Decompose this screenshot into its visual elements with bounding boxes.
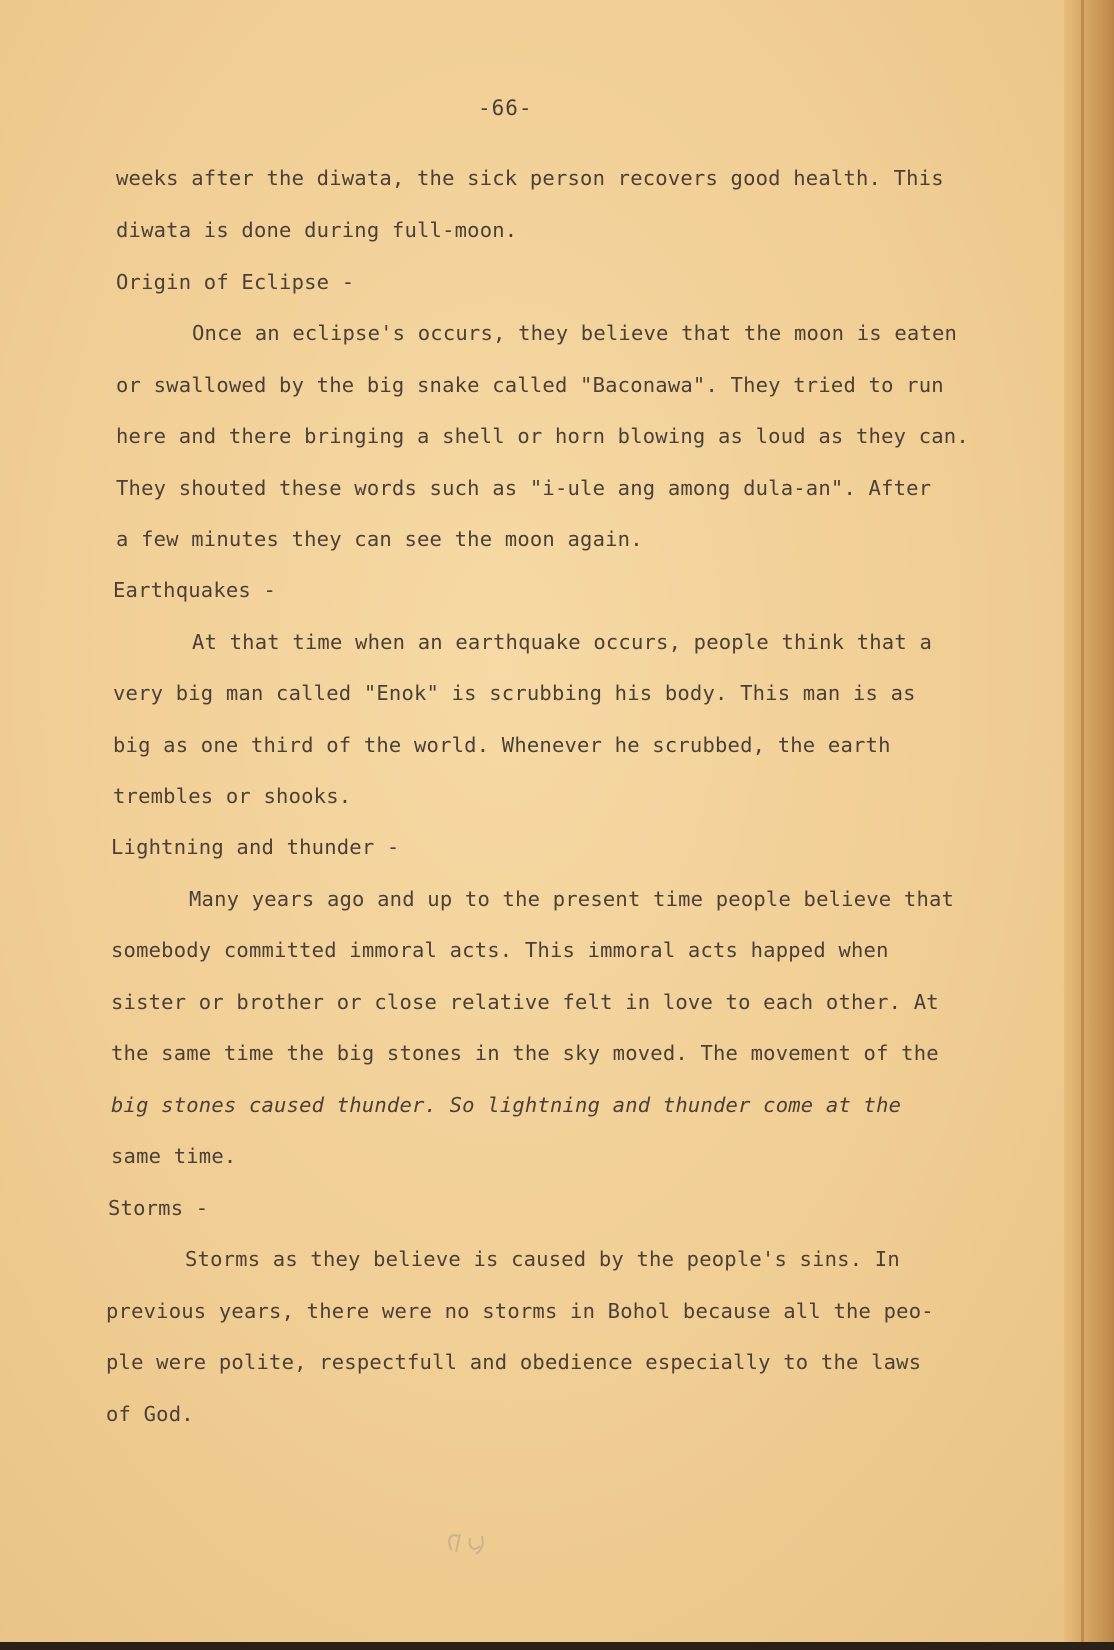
text-line: ple were polite, respectfull and obedience especially to the laws (106, 1350, 922, 1374)
handwritten-mark (440, 1528, 510, 1558)
text-line: a few minutes they can see the moon again. (116, 527, 643, 551)
text-line: or swallowed by the big snake called "Baconawa". They tried to run (116, 373, 944, 397)
section-heading-storms: Storms - (108, 1196, 209, 1220)
text-line: Once an eclipse's occurs, they believe that the moon is eaten (192, 321, 958, 345)
text-line: very big man called "Enok" is scrubbing his body. This man is as (113, 681, 916, 705)
text-line: of God. (106, 1402, 194, 1426)
page-fold-line (1081, 0, 1084, 1650)
scan-bottom-edge (0, 1642, 1114, 1650)
text-line: big stones caused thunder. So lightning and thunder come at the (111, 1093, 902, 1117)
text-line: Storms as they believe is caused by the people's sins. In (185, 1247, 900, 1271)
section-heading-eclipse: Origin of Eclipse - (116, 270, 355, 294)
text-line: big as one third of the world. Whenever he scrubbed, the earth (113, 733, 891, 757)
text-line: somebody committed immoral acts. This immoral acts happed when (111, 938, 889, 962)
text-line: At that time when an earthquake occurs, people think that a (192, 630, 932, 654)
text-line: here and there bringing a shell or horn blowing as loud as they can. (116, 424, 969, 448)
text-line: Many years ago and up to the present time people believe that (189, 887, 955, 911)
page-binding-edge (1064, 0, 1114, 1650)
text-line: same time. (111, 1144, 237, 1168)
text-line: They shouted these words such as "i-ule ang among dula-an". After (116, 476, 932, 500)
text-line: trembles or shooks. (113, 784, 352, 808)
section-heading-earthquakes: Earthquakes - (113, 578, 277, 602)
text-line: sister or brother or close relative felt in love to each other. At (111, 990, 939, 1014)
section-heading-lightning: Lightning and thunder - (111, 835, 400, 859)
text-line: the same time the big stones in the sky moved. The movement of the (111, 1041, 939, 1065)
text-line: diwata is done during full-moon. (116, 218, 518, 242)
text-line: previous years, there were no storms in Bohol because all the peo- (106, 1299, 934, 1323)
text-line: weeks after the diwata, the sick person recovers good health. This (116, 166, 944, 190)
page-number: -66- (478, 96, 533, 120)
